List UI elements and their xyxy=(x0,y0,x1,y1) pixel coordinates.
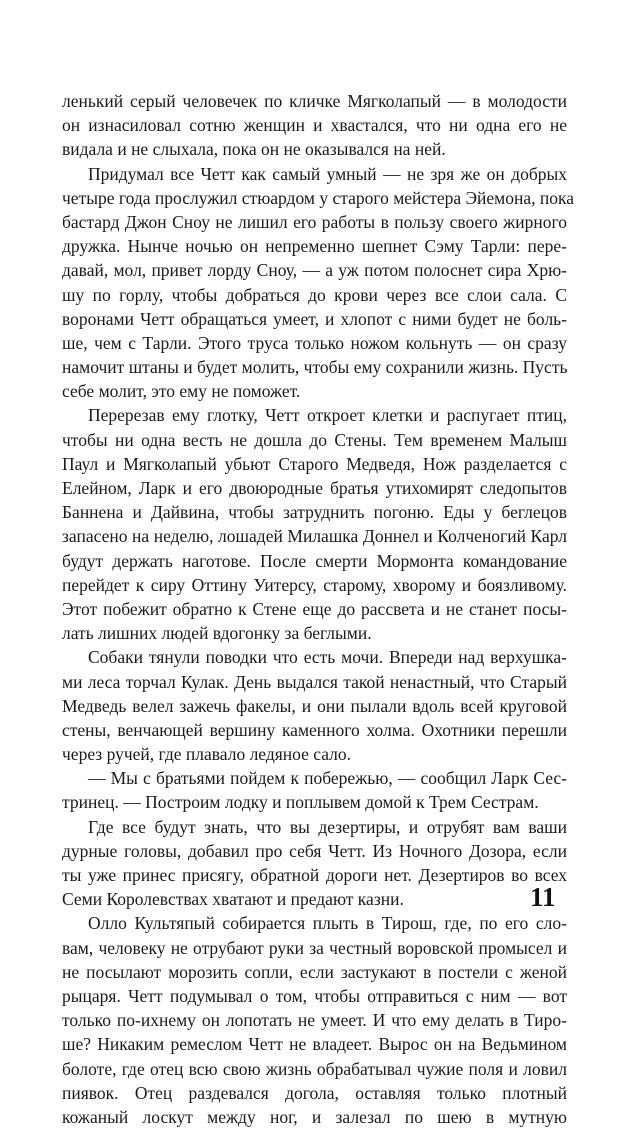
text-line: вам, человеку не отрубают руки за честный воровской промысел и xyxy=(62,937,567,958)
text-line: Придумал все Четт как самый умный — не зря же он добрых xyxy=(88,163,567,184)
text-line: будут держать наготове. После смерти Мормонта командование xyxy=(62,550,567,571)
text-line: ми леса торчал Кулак. День выдался такой ненастный, что Старый xyxy=(62,671,567,692)
text-line: Паул и Мягколапый убьют Старого Медведя, Нож разделается с xyxy=(62,453,567,474)
text-line: Этот побежит обратно к Стене еще до рассвета и не станет посы- xyxy=(62,598,567,619)
text-line: Олло Культяпый собирается плыть в Тирош, где, по его сло- xyxy=(88,913,567,934)
text-line: перейдет к сиру Оттину Уитерсу, старому, хворому и боязливому. xyxy=(62,574,567,595)
text-line: Медведь велел зажечь факелы, и они пылали вдоль всей круговой xyxy=(62,695,567,716)
text-line: дурные головы, добавил про себя Четт. Из Ночного Дозора, если xyxy=(62,840,567,861)
text-line: воронами Четт обращаться умеет, и хлопот с ними будет не боль- xyxy=(62,308,567,329)
text-line: только по-ихнему он лопотать не умеет. И что ему делать в Тиро- xyxy=(62,1010,567,1031)
page-number: 11 xyxy=(530,882,556,912)
text-line: болоте, где отец всю свою жизнь обрабатывал чужие поля и ловил xyxy=(62,1058,567,1079)
text-line: четыре года прослужил стюардом у старого мейстера Эйемона, пока xyxy=(62,187,575,208)
text-line: Баннена и Дайвина, чтобы затруднить погоню. Еды у беглецов xyxy=(62,502,567,523)
text-line: не посылают морозить сопли, если застукают в постели с женой xyxy=(62,961,567,982)
text-line: намочит штаны и будет молить, чтобы ему сохранили жизнь. Пусть xyxy=(62,357,568,378)
text-line: он изнасиловал сотню женщин и хвастался, что ни одна его не xyxy=(62,115,567,136)
text-line: бастард Джон Сноу не лишил его работы в пользу своего жирного xyxy=(62,211,567,232)
text-line: дружка. Нынче ночью он непременно шепнет Сэму Тарли: пере- xyxy=(62,236,567,257)
text-line: Перерезав ему глотку, Четт откроет клетки и распугает птиц, xyxy=(88,405,567,426)
text-line: стены, венчающей вершину каменного холма. Охотники перешли xyxy=(62,719,567,740)
text-line: давай, мол, привет лорду Сноу, — а уж потом полоснет сира Хрю- xyxy=(62,260,567,281)
text-line: чтобы ни одна весть не дошла до Стены. Тем временем Малыш xyxy=(62,429,567,450)
text-line: видала и не слыхала, пока он не оказывался на ней. xyxy=(62,139,446,160)
text-line: тринец. — Построим лодку и поплывем домой к Трем Сестрам. xyxy=(62,792,539,813)
text-line: через ручей, где плавало ледяное сало. xyxy=(62,744,352,765)
text-line: ленький серый человечек по кличке Мягколапый — в молодости xyxy=(62,91,567,111)
text-line: ше? Никаким ремеслом Четт не владеет. Вырос он на Ведьмином xyxy=(62,1034,567,1055)
text-line: Елейном, Ларк и его двоюродные братья утихомирят следопытов xyxy=(62,478,567,498)
text-line: ты уже принес присягу, обратной дороги нет. Дезертиров во всех xyxy=(62,865,567,885)
text-line: себе молит, это ему не поможет. xyxy=(62,381,301,402)
text-line: Семи Королевствах хватают и предают казни. xyxy=(62,889,404,910)
text-line: ше, чем с Тарли. Этого труса только ножом кольнуть — он сразу xyxy=(62,332,567,353)
text-line: запасено на неделю, лошадей Милашка Доннел и Колченогий Карл xyxy=(62,526,567,547)
text-line: лать лишних людей вдогонку за беглыми. xyxy=(62,623,372,644)
text-line: Собаки тянули поводки что есть мочи. Впереди над верхушка- xyxy=(88,647,567,668)
text-line: шу по горлу, чтобы добраться до крови через все слои сала. С xyxy=(62,284,567,305)
body-text xyxy=(62,89,575,1129)
text-line: кожаный лоскут между ног, и залезал по шею в мутную xyxy=(62,1106,567,1127)
text-line: — Мы с братьями пойдем к побережью, — сообщил Ларк Сес- xyxy=(88,768,567,789)
text-line: рыцаря. Четт подумывал о том, чтобы отправиться с ним — вот xyxy=(62,985,567,1006)
text-line: Где все будут знать, что вы дезертиры, и отрубят вам ваши xyxy=(88,816,567,837)
text-line: пиявок. Отец раздевался догола, оставляя только плотный xyxy=(62,1082,567,1103)
